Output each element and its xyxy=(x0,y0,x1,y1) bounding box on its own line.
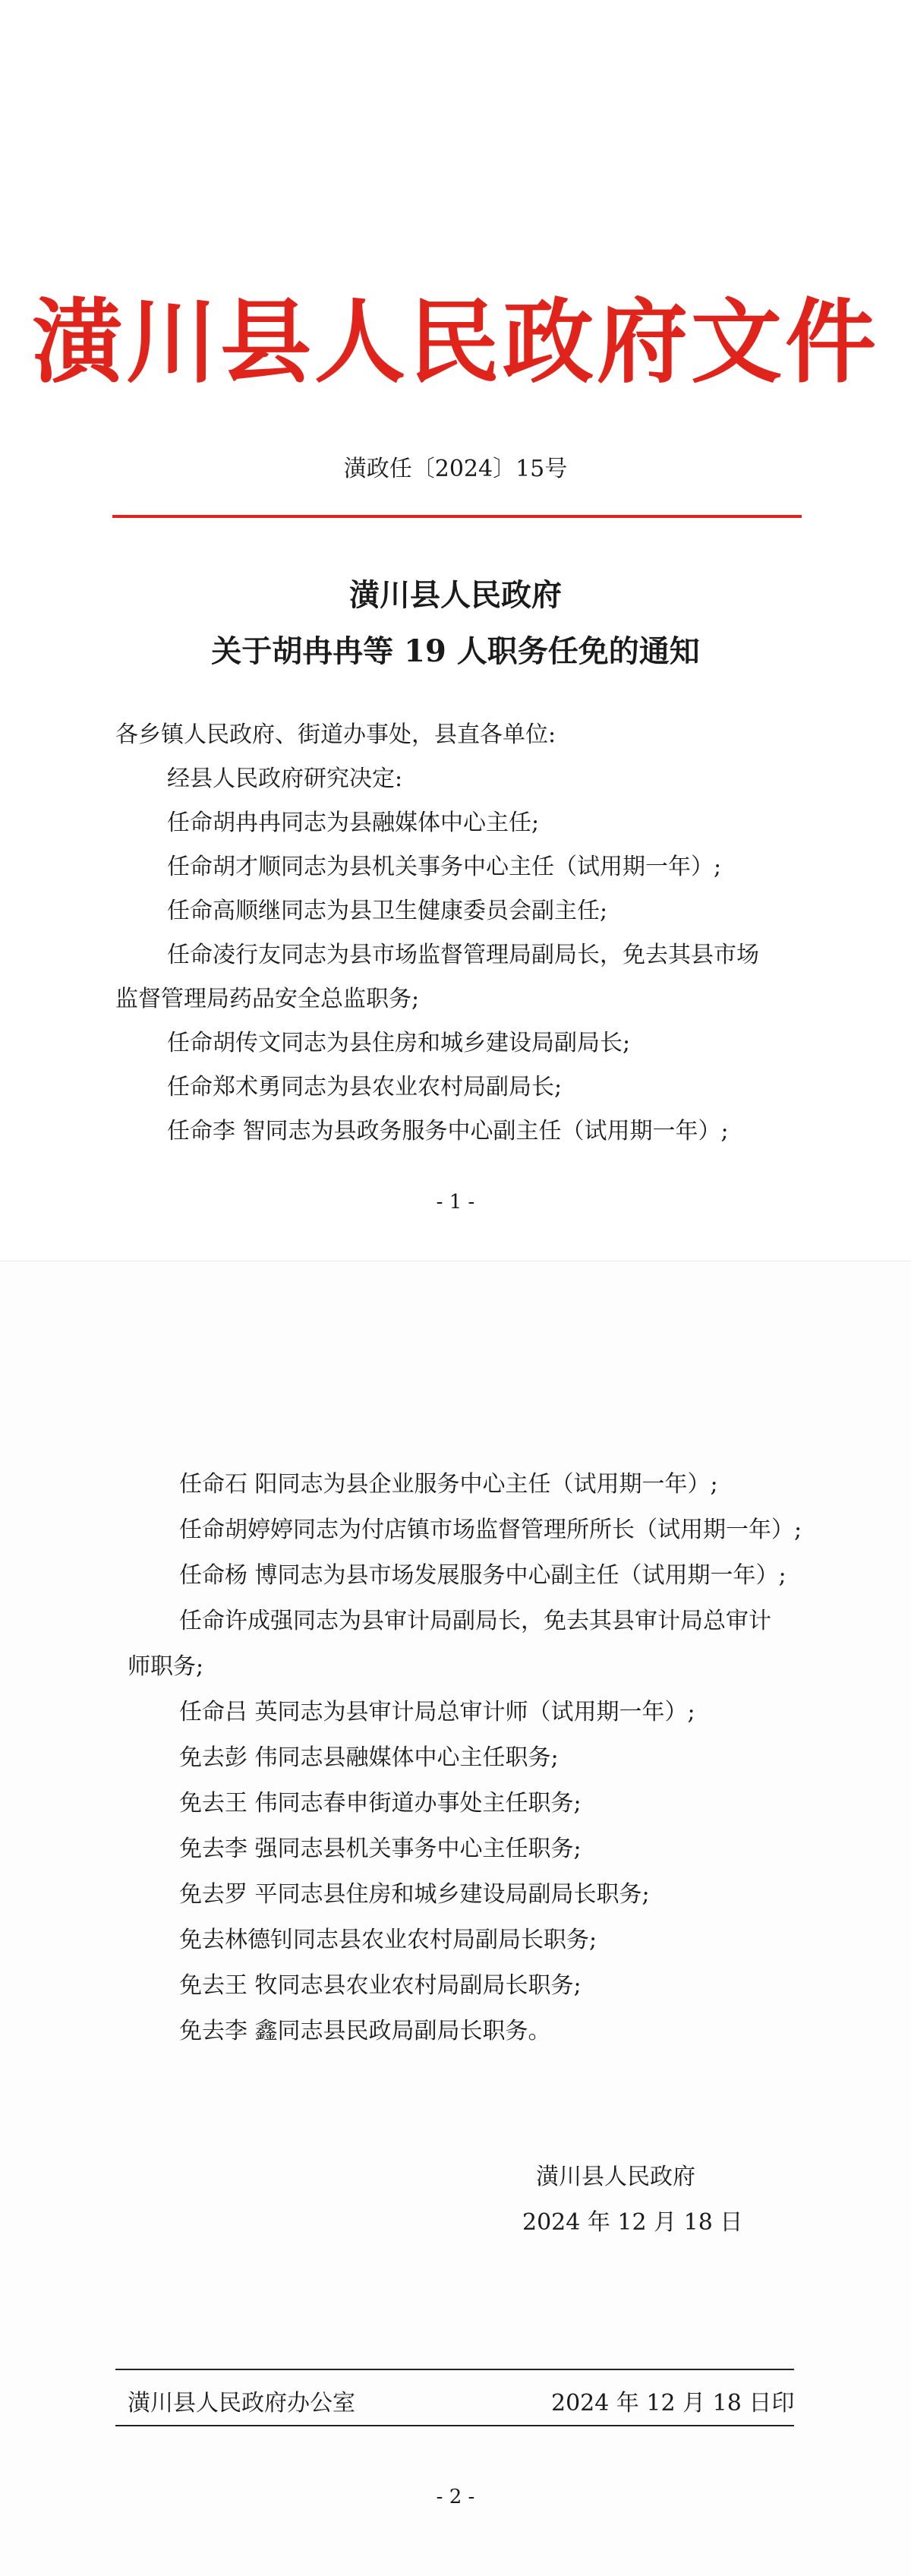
body-line: 免去李 鑫同志县民政局副局长职务。 xyxy=(179,2018,551,2044)
footer-print-date: 2024 年 12 月 18 日印 xyxy=(551,2390,795,2417)
body-line: 免去李 强同志县机关事务中心主任职务; xyxy=(179,1836,582,1862)
page-number: - 1 - xyxy=(436,1191,475,1214)
document-page-1 xyxy=(0,0,911,1261)
body-line: 任命胡才顺同志为县机关事务中心主任（试用期一年）; xyxy=(167,854,722,880)
notice-title-line-1: 潢川县人民政府 xyxy=(349,577,562,613)
page-number: - 2 - xyxy=(436,2486,475,2508)
document-number: 潢政任〔2024〕15号 xyxy=(343,456,568,482)
body-line: 免去王 伟同志春申街道办事处主任职务; xyxy=(179,1790,582,1817)
body-line: 经县人民政府研究决定: xyxy=(167,766,403,792)
body-line: 任命凌行友同志为县市场监督管理局副局长，免去其县市场 xyxy=(167,942,759,968)
body-line: 免去罗 平同志县住房和城乡建设局副局长职务; xyxy=(179,1881,650,1908)
addressee-line: 各乡镇人民政府、街道办事处，县直各单位: xyxy=(115,721,556,748)
body-line: 免去王 牧同志县农业农村局副局长职务; xyxy=(179,1972,582,1999)
footer-top-rule xyxy=(115,2369,794,2370)
body-line: 监督管理局药品安全总监职务; xyxy=(115,986,420,1012)
signature-org: 潢川县人民政府 xyxy=(536,2164,695,2190)
document-page-2 xyxy=(0,1261,911,2576)
footer-office: 潢川县人民政府办公室 xyxy=(128,2390,355,2417)
body-line: 任命胡婷婷同志为付店镇市场监督管理所所长（试用期一年）; xyxy=(179,1517,802,1543)
body-line: 任命胡传文同志为县住房和城乡建设局副局长; xyxy=(167,1030,631,1056)
body-line: 任命高顺继同志为县卫生健康委员会副主任; xyxy=(167,898,608,924)
footer-bottom-rule xyxy=(115,2425,794,2426)
signature-date: 2024 年 12 月 18 日 xyxy=(522,2209,743,2236)
body-line: 任命李 智同志为县政务服务中心副主任（试用期一年）; xyxy=(167,1118,729,1144)
body-line: 任命胡冉冉同志为县融媒体中心主任; xyxy=(167,810,540,836)
body-line: 师职务; xyxy=(128,1653,204,1680)
body-line: 任命许成强同志为县审计局副局长，免去其县审计局总审计 xyxy=(179,1608,771,1634)
document-red-header: 潢川县人民政府文件 xyxy=(32,289,879,396)
body-line: 免去彭 伟同志县融媒体中心主任职务; xyxy=(179,1744,559,1771)
body-line: 任命吕 英同志为县审计局总审计师（试用期一年）; xyxy=(179,1699,695,1725)
red-divider xyxy=(112,515,802,518)
body-line: 免去林德钊同志县农业农村局副局长职务; xyxy=(179,1927,597,1953)
body-line: 任命杨 博同志为县市场发展服务中心副主任（试用期一年）; xyxy=(179,1562,786,1589)
body-line: 任命石 阳同志为县企业服务中心主任（试用期一年）; xyxy=(179,1471,718,1498)
notice-title-line-2: 关于胡冉冉等 19 人职务任免的通知 xyxy=(211,633,700,669)
body-line: 任命郑术勇同志为县农业农村局副局长; xyxy=(167,1074,563,1100)
